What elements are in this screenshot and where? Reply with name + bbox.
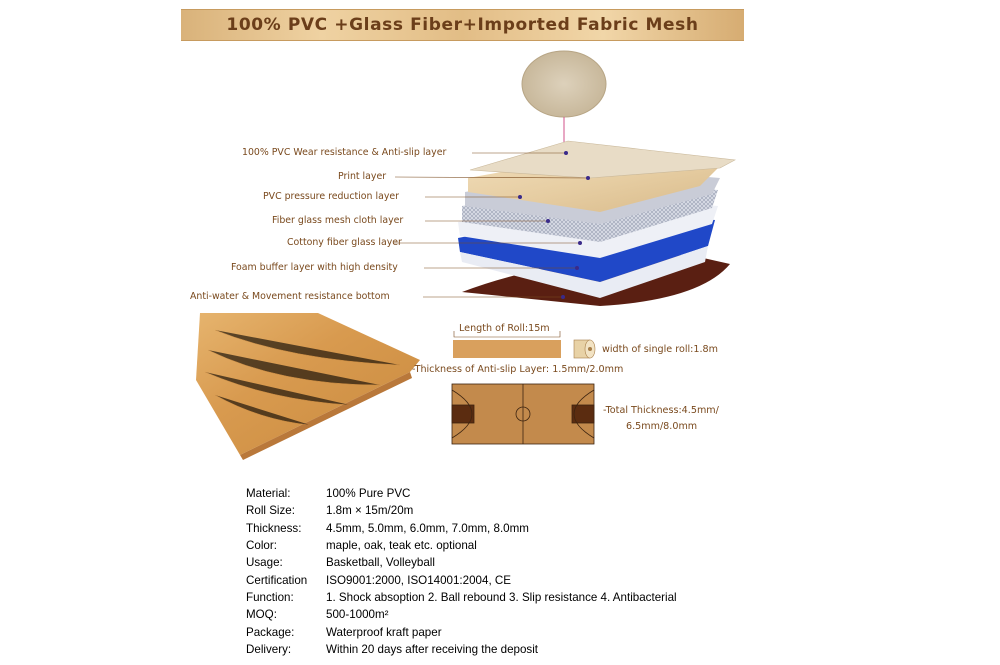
spec-key: Color: (246, 539, 277, 553)
spec-value: Within 20 days after receiving the deposit (326, 642, 539, 656)
spec-row (246, 502, 677, 519)
basketball-court (452, 384, 594, 444)
spec-value: ISO9001:2000, ISO14001:2004, CE (326, 573, 511, 587)
spec-key: Thickness: (246, 521, 302, 535)
fabric-mesh-disc (522, 51, 606, 150)
spec-value: Waterproof kraft paper (326, 625, 442, 639)
spec-value: 100% Pure PVC (326, 487, 411, 501)
layer-label-wear: 100% PVC Wear resistance & Anti-slip layer (242, 147, 447, 158)
spec-value: 1.8m × 15m/20m (326, 504, 414, 518)
roll-width-label: width of single roll:1.8m (602, 344, 719, 355)
spec-key: Package: (246, 625, 295, 639)
spec-key: Function: (246, 590, 294, 604)
spec-table (246, 485, 677, 658)
roll-length-strip (453, 340, 561, 358)
spec-row (246, 641, 677, 658)
spec-row (246, 589, 677, 606)
layer-label-mesh: Fiber glass mesh cloth layer (272, 215, 404, 226)
total-thickness-label-2: 6.5mm/8.0mm (626, 421, 698, 432)
spec-key: Material: (246, 487, 291, 501)
layer-label-bottom: Anti-water & Movement resistance bottom (190, 291, 390, 302)
spec-row (246, 485, 677, 502)
spec-key: Usage: (246, 556, 283, 570)
spec-row (246, 520, 677, 537)
roll-icon (574, 340, 595, 358)
spec-value: 1. Shock absoption 2. Ball rebound 3. Slip resistance 4. Antibacterial (326, 590, 677, 604)
banner-title: 100% PVC +Glass Fiber+Imported Fabric Mesh (226, 15, 699, 35)
spec-row (246, 623, 677, 640)
spec-key: MOQ: (246, 608, 277, 622)
spec-row (246, 554, 677, 571)
layer-label-print: Print layer (338, 171, 387, 182)
layer-label-cottony: Cottony fiber glass layer (287, 237, 402, 248)
spec-key: Delivery: (246, 642, 292, 656)
spec-key: Roll Size: (246, 504, 295, 518)
spec-value: 500-1000m² (326, 608, 389, 622)
spec-row (246, 606, 677, 623)
layer-label-foam: Foam buffer layer with high density (231, 262, 398, 273)
spec-row (246, 571, 677, 588)
total-thickness-label: -Total Thickness:4.5mm/ (603, 405, 719, 416)
spec-key: Certification (246, 573, 308, 587)
anti-slip-thickness-label: -Thickness of Anti-slip Layer: 1.5mm/2.0mm (412, 364, 624, 375)
spec-value: 4.5mm, 5.0mm, 6.0mm, 7.0mm, 8.0mm (326, 521, 529, 535)
roll-length-label: Length of Roll:15m (459, 323, 550, 334)
spec-value: maple, oak, teak etc. optional (326, 539, 477, 553)
layer-label-pressure: PVC pressure reduction layer (263, 191, 399, 202)
spec-value: Basketball, Volleyball (326, 556, 435, 570)
spec-row (246, 537, 677, 554)
